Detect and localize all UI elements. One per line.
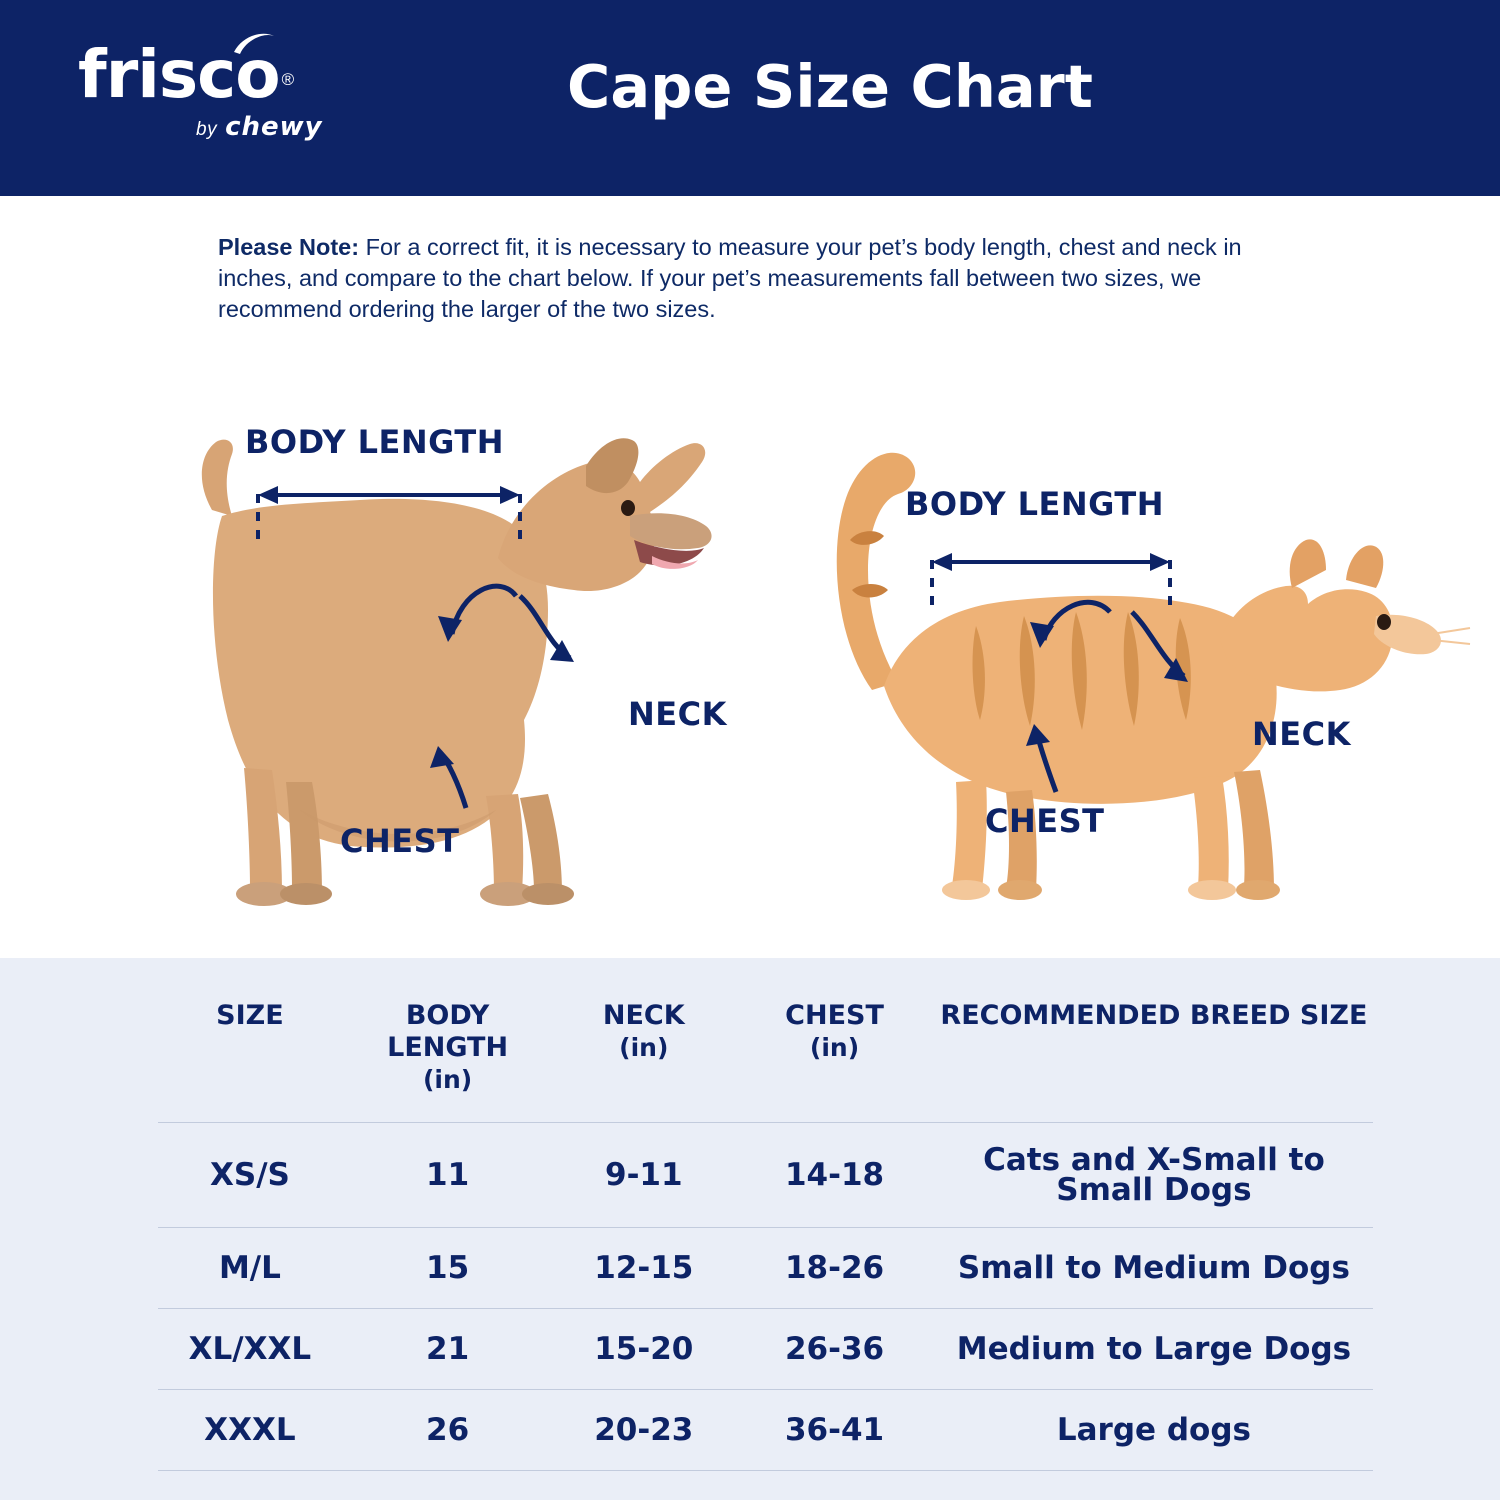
measurement-illustrations	[0, 390, 1500, 960]
dog-chest-label: CHEST	[340, 822, 460, 860]
logo-registered-mark: ®	[281, 69, 295, 89]
cell-chest: 18-26	[734, 1228, 935, 1309]
table-row	[158, 1309, 1373, 1390]
cell-chest: 36-41	[734, 1390, 935, 1471]
cell-chest: 14-18	[734, 1123, 935, 1228]
page-header	[0, 0, 1500, 196]
table-header-row	[158, 994, 1373, 1123]
cell-breed: Cats and X-Small to Small Dogs	[935, 1123, 1373, 1228]
size-table	[158, 994, 1373, 1471]
cell-size: M/L	[158, 1228, 342, 1309]
cell-chest: 26-36	[734, 1309, 935, 1390]
column-header-neck-unit: (in)	[619, 1033, 669, 1062]
column-header-chest-text: CHEST	[785, 1000, 884, 1031]
dog-neck-label: NECK	[628, 695, 727, 733]
cat-illustration	[780, 390, 1480, 960]
column-header-chest	[734, 994, 935, 1123]
cell-neck: 20-23	[553, 1390, 734, 1471]
page-title: Cape Size Chart	[567, 52, 1093, 121]
cell-breed: Large dogs	[935, 1390, 1373, 1471]
column-header-neck-text: NECK	[602, 1000, 685, 1031]
cell-neck: 15-20	[553, 1309, 734, 1390]
column-header-body-length-text: BODY LENGTH	[387, 1000, 509, 1063]
cell-body-length: 26	[342, 1390, 554, 1471]
column-header-neck	[553, 994, 734, 1123]
size-table-section	[0, 958, 1500, 1500]
please-note-body: For a correct fit, it is necessary to measure your pet’s body length, chest and neck in inches, and compare to the chart below. If your pet’s measurements fall between two sizes, we recommend ordering the larger of the two sizes.	[218, 234, 1242, 322]
cat-chest-label: CHEST	[985, 802, 1105, 840]
column-header-size: SIZE	[216, 1000, 284, 1031]
logo-wordmark: frisco	[78, 36, 280, 113]
cell-body-length: 21	[342, 1309, 554, 1390]
table-row	[158, 1390, 1373, 1471]
table-row	[158, 1228, 1373, 1309]
cell-neck: 9-11	[553, 1123, 734, 1228]
cell-size: XL/XXL	[158, 1309, 342, 1390]
cell-breed: Medium to Large Dogs	[935, 1309, 1373, 1390]
dog-body-length-label: BODY LENGTH	[245, 423, 504, 461]
table-row	[158, 1123, 1373, 1228]
column-header-breed: RECOMMENDED BREED SIZE	[940, 1000, 1368, 1031]
cat-body-length-label: BODY LENGTH	[905, 485, 1164, 523]
column-header-body-length-unit: (in)	[422, 1065, 473, 1094]
please-note-text	[218, 232, 1248, 325]
cell-body-length: 11	[342, 1123, 554, 1228]
dog-illustration	[0, 390, 760, 960]
cell-neck: 12-15	[553, 1228, 734, 1309]
column-header-body-length	[342, 994, 554, 1123]
please-note-label: Please Note:	[218, 234, 360, 260]
cat-neck-label: NECK	[1252, 715, 1351, 753]
cell-size: XS/S	[158, 1123, 342, 1228]
column-header-chest-unit: (in)	[809, 1033, 860, 1062]
logo-by-text: by	[196, 119, 218, 140]
cell-breed: Small to Medium Dogs	[935, 1228, 1373, 1309]
logo-chewy-text: chewy	[225, 112, 323, 142]
cell-size: XXXL	[158, 1390, 342, 1471]
cell-body-length: 15	[342, 1228, 554, 1309]
